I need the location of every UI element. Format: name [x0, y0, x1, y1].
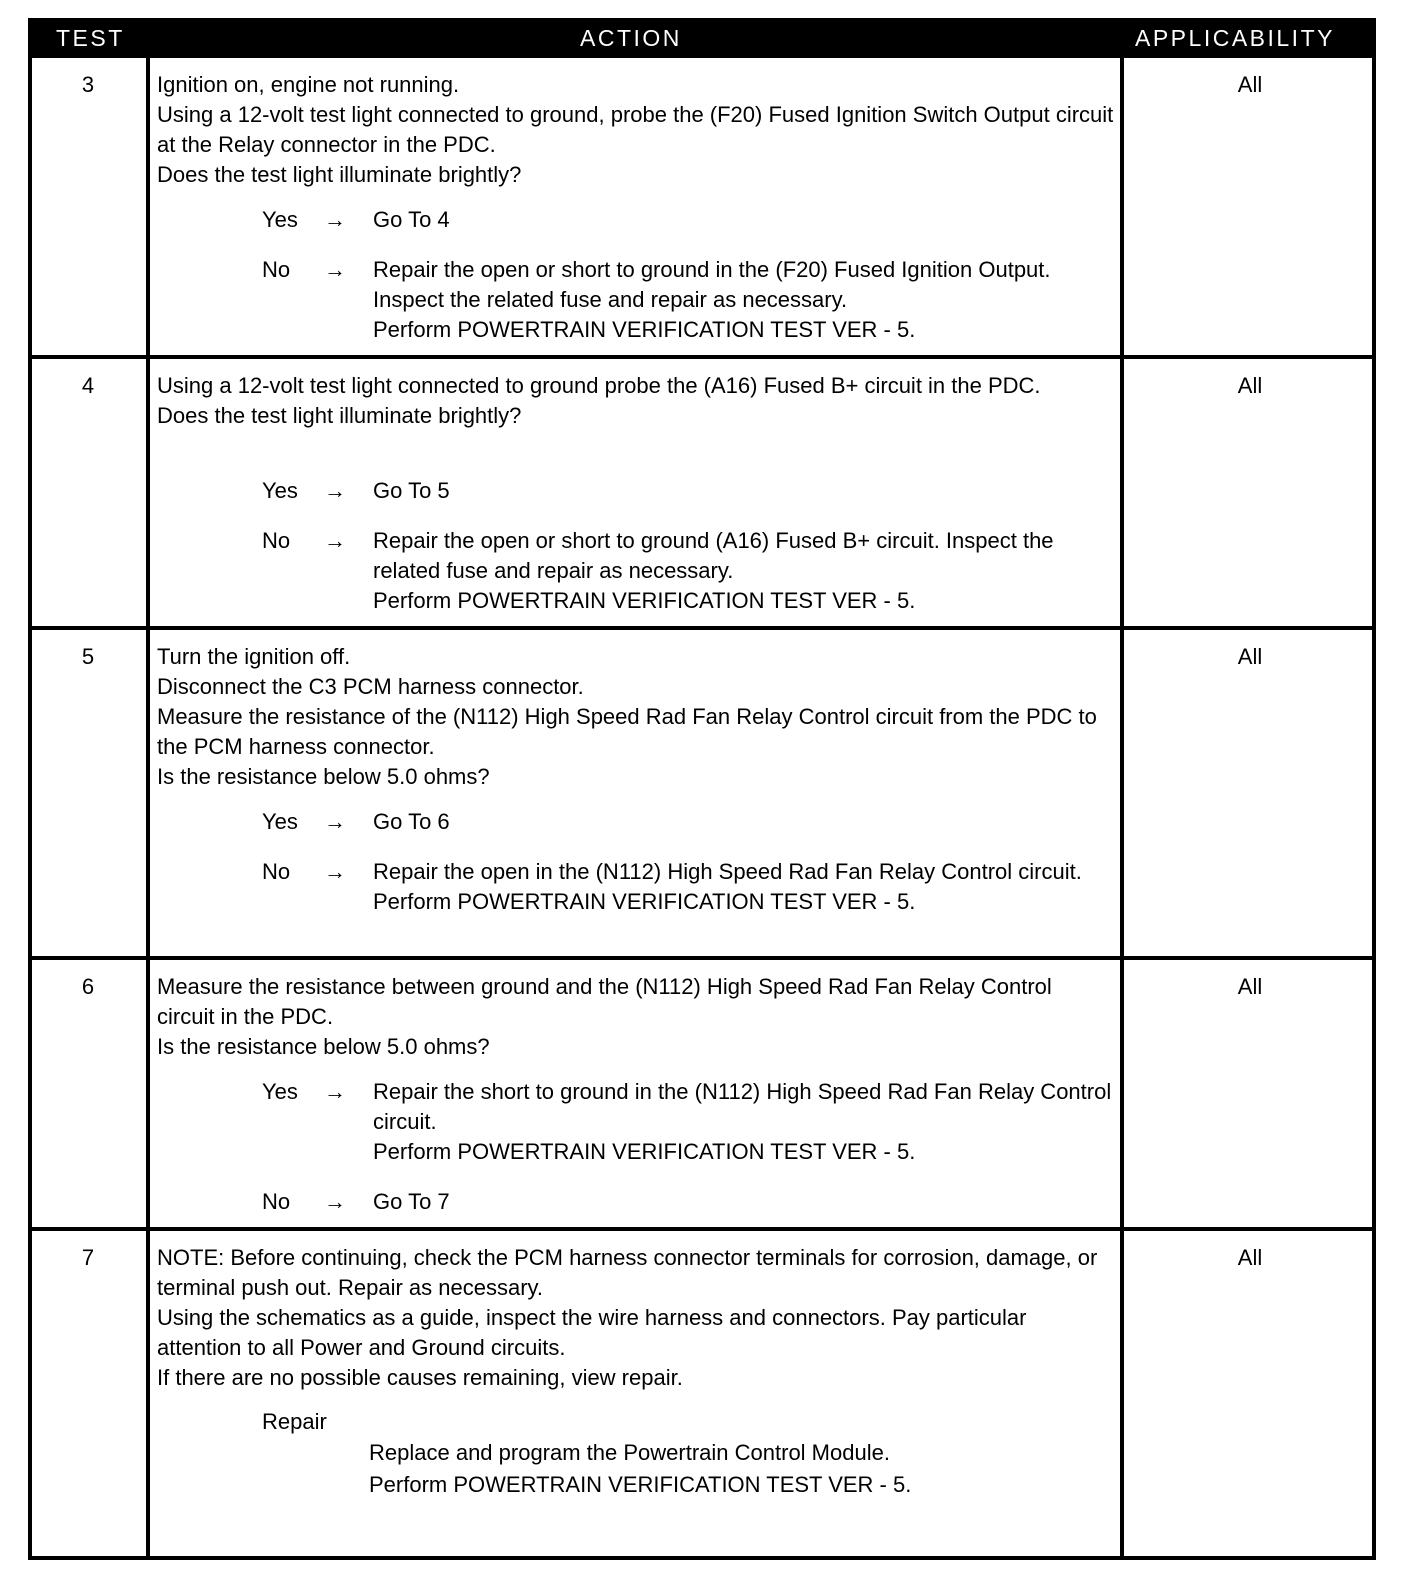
- action-line: Using the schematics as a guide, inspect the wire harness and connectors. Pay particular attention to all Power and Ground circuits.: [157, 1305, 1027, 1360]
- action-line: Ignition on, engine not running.: [157, 72, 460, 97]
- action-text: [157, 371, 1115, 431]
- result-line: Repair the open or short to ground (A16) Fused B+ circuit. Inspect the related fuse and repair as necessary.: [373, 528, 1054, 583]
- yes-result: [373, 807, 1113, 837]
- action-line: Using a 12-volt test light connected to ground, probe the (F20) Fused Ignition Switch Output circuit at the Relay connector in the PDC.: [157, 102, 1114, 157]
- arrow-right-icon: →: [324, 859, 346, 884]
- result-line: Repair the open in the (N112) High Speed Rad Fan Relay Control circuit.: [373, 859, 1082, 884]
- table-header: [28, 18, 1376, 58]
- result-line: Perform POWERTRAIN VERIFICATION TEST VER - 5.: [373, 317, 916, 342]
- no-result: [373, 255, 1113, 345]
- result-line: Repair the short to ground in the (N112) High Speed Rad Fan Relay Control circuit.: [373, 1079, 1112, 1134]
- action-line: Disconnect the C3 PCM harness connector.: [157, 674, 584, 699]
- no-label: No: [262, 528, 291, 553]
- no-result: [373, 857, 1113, 917]
- result-line: Perform POWERTRAIN VERIFICATION TEST VER - 5.: [373, 889, 916, 914]
- result-line: Repair the open or short to ground in the (F20) Fused Ignition Output. Inspect the related fuse and repair as necessary.: [373, 257, 1051, 312]
- action-line: NOTE: Before continuing, check the PCM harness connector terminals for corrosion, damage, or terminal push out. Repair as necessary.: [157, 1245, 1098, 1300]
- row-divider: [28, 1227, 1376, 1231]
- result-line: Go To 5: [373, 478, 450, 503]
- applicability: All: [1237, 644, 1263, 669]
- no-label: No: [262, 859, 291, 884]
- no-result: [373, 526, 1113, 616]
- test-number: 6: [81, 974, 95, 999]
- action-line: Does the test light illuminate brightly?: [157, 403, 522, 428]
- applicability: All: [1237, 1245, 1263, 1270]
- yes-label: Yes: [262, 478, 298, 503]
- action-line: Turn the ignition off.: [157, 644, 351, 669]
- no-label: No: [262, 257, 291, 282]
- repair-line: Perform POWERTRAIN VERIFICATION TEST VER - 5.: [369, 1472, 912, 1497]
- result-line: Perform POWERTRAIN VERIFICATION TEST VER - 5.: [373, 1139, 916, 1164]
- action-line: Using a 12-volt test light connected to ground probe the (A16) Fused B+ circuit in the PDC.: [157, 373, 1041, 398]
- action-text: [157, 642, 1115, 792]
- action-text: [157, 70, 1115, 190]
- arrow-right-icon: →: [324, 528, 346, 553]
- action-text: [157, 1243, 1115, 1393]
- no-label: No: [262, 1189, 291, 1214]
- test-number: 4: [81, 373, 95, 398]
- header-action: ACTION: [580, 25, 682, 51]
- result-line: Go To 6: [373, 809, 450, 834]
- yes-label: Yes: [262, 1079, 298, 1104]
- yes-label: Yes: [262, 207, 298, 232]
- result-line: Perform POWERTRAIN VERIFICATION TEST VER - 5.: [373, 588, 916, 613]
- repair-text: [369, 1437, 1109, 1501]
- arrow-right-icon: →: [324, 257, 346, 282]
- action-line: Is the resistance below 5.0 ohms?: [157, 764, 490, 789]
- action-line: Is the resistance below 5.0 ohms?: [157, 1034, 490, 1059]
- row-divider: [28, 956, 1376, 960]
- action-line: If there are no possible causes remaining, view repair.: [157, 1365, 683, 1390]
- row-divider: [28, 355, 1376, 359]
- action-line: Measure the resistance between ground and the (N112) High Speed Rad Fan Relay Control circuit in the PDC.: [157, 974, 1052, 1029]
- repair-line: Replace and program the Powertrain Control Module.: [369, 1440, 890, 1465]
- header-test: TEST: [56, 25, 125, 51]
- result-line: Go To 7: [373, 1189, 450, 1214]
- header-applicability: APPLICABILITY: [1135, 25, 1335, 51]
- arrow-right-icon: →: [324, 207, 346, 232]
- yes-label: Yes: [262, 809, 298, 834]
- applicability: All: [1237, 974, 1263, 999]
- no-result: [373, 1187, 1113, 1217]
- arrow-right-icon: →: [324, 1189, 346, 1214]
- row-divider: [28, 626, 1376, 630]
- yes-result: [373, 476, 1113, 506]
- repair-label: Repair: [262, 1409, 327, 1434]
- column-divider: [1120, 58, 1124, 1560]
- result-line: Go To 4: [373, 207, 450, 232]
- test-number: 3: [81, 72, 95, 97]
- test-number: 5: [81, 644, 95, 669]
- arrow-right-icon: →: [324, 1079, 346, 1104]
- applicability: All: [1237, 373, 1263, 398]
- column-divider: [146, 58, 150, 1560]
- applicability: All: [1237, 72, 1263, 97]
- action-line: Measure the resistance of the (N112) High Speed Rad Fan Relay Control circuit from the PDC to the PCM harness connector.: [157, 704, 1097, 759]
- test-number: 7: [81, 1245, 95, 1270]
- arrow-right-icon: →: [324, 478, 346, 503]
- yes-result: [373, 205, 1113, 235]
- action-text: [157, 972, 1115, 1062]
- arrow-right-icon: →: [324, 809, 346, 834]
- action-line: Does the test light illuminate brightly?: [157, 162, 522, 187]
- yes-result: [373, 1077, 1113, 1167]
